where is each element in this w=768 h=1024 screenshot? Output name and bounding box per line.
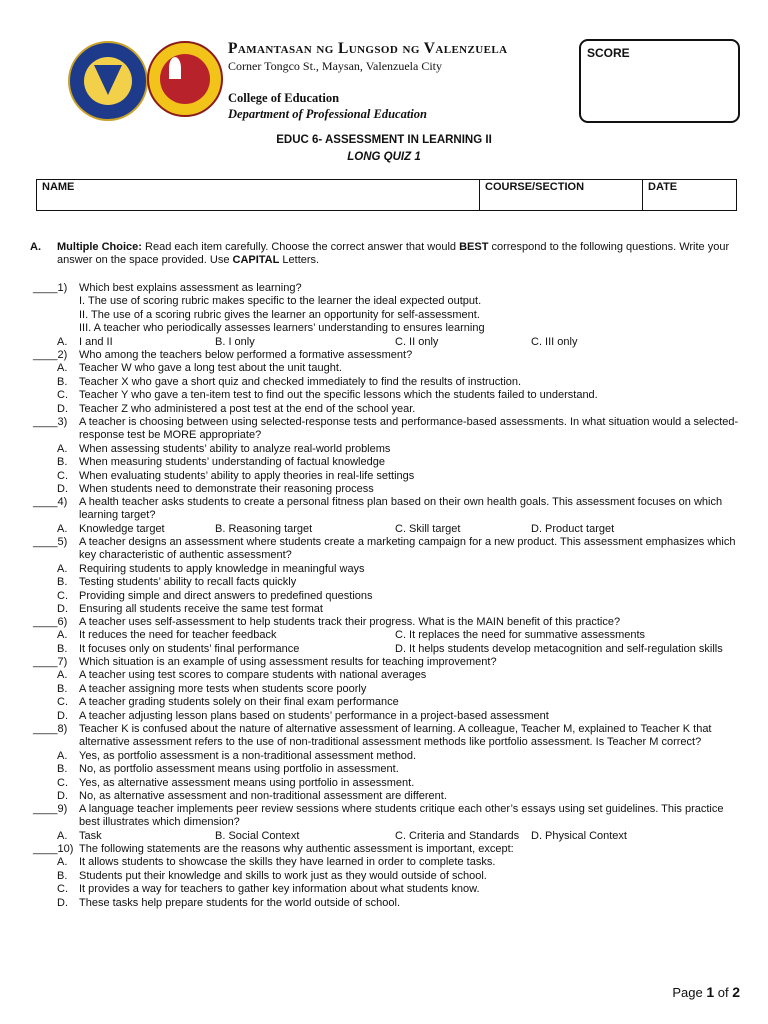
option-letter: C.: [57, 389, 68, 402]
page-number: [672, 984, 740, 1000]
answer-option: [33, 590, 743, 603]
question-stem: [33, 536, 743, 563]
answer-option: [33, 669, 743, 682]
option-text: C. It replaces the need for summative assessments: [395, 629, 646, 642]
section-letter: A.: [30, 241, 41, 253]
option-text: C. III only: [531, 335, 578, 348]
course-section-field[interactable]: [480, 180, 643, 211]
university-name: Pamantasan ng Lungsod ng Valenzuela: [228, 40, 508, 57]
option-letter: C.: [57, 696, 68, 709]
answer-option: [33, 603, 743, 616]
option-text: Yes, as alternative assessment means using portfolio in assessment.: [79, 776, 415, 789]
answer-blank[interactable]: ____6): [33, 616, 68, 628]
answer-options-row: [33, 523, 743, 536]
answer-blank[interactable]: ____2): [33, 349, 68, 361]
question-stem: [33, 656, 743, 669]
option-letter: D.: [57, 402, 68, 415]
question-text: A teacher uses self-assessment to help students track their progress. What is the MAIN benefit of this practice?: [79, 616, 621, 628]
option-letter: A.: [57, 629, 68, 642]
option-letter: A.: [57, 522, 68, 535]
university-seal-logo: [68, 41, 148, 121]
answer-options-row: [33, 830, 743, 843]
university-address: Corner Tongco St., Maysan, Valenzuela City: [228, 59, 443, 73]
option-letter: B.: [57, 642, 68, 655]
option-text: No, as portfolio assessment means using portfolio in assessment.: [79, 763, 399, 776]
college-name: College of Education: [228, 91, 340, 105]
answer-option: [33, 483, 743, 496]
option-text: C. II only: [395, 335, 439, 348]
option-text: A teacher adjusting lesson plans based on students’ performance in a project-based assessment: [79, 709, 549, 722]
option-text: C. Skill target: [395, 522, 461, 535]
option-text: These tasks help prepare students for the world outside of school.: [79, 896, 401, 909]
instructions-part-1: Read each item carefully. Choose the correct answer that would: [141, 241, 460, 253]
quiz-title: LONG QUIZ 1: [347, 151, 421, 163]
question-stem: [33, 349, 743, 362]
name-label: NAME: [42, 181, 75, 193]
score-label: SCORE: [587, 46, 630, 60]
option-text: Students put their knowledge and skills to work just as they would outside of school.: [79, 869, 487, 882]
answer-blank[interactable]: ____9): [33, 803, 68, 815]
question-text: Teacher K is confused about the nature of alternative assessment of learning. A colleague, Teacher M, explained to Teacher K that alternative assessment refers to the use of non-traditional assessment methods like portfolio assessment. Is Teacher M correct?: [79, 723, 712, 749]
option-letter: A.: [57, 442, 68, 455]
option-letter: B.: [57, 375, 68, 388]
answer-options-row: [33, 643, 743, 656]
option-text: Testing students’ ability to recall facts quickly: [79, 576, 297, 589]
option-text: When measuring students’ understanding of factual knowledge: [79, 456, 385, 469]
question-stem: [33, 496, 743, 523]
of-label: of: [717, 985, 729, 1000]
option-letter: B.: [57, 576, 68, 589]
option-text: B. Reasoning target: [215, 522, 313, 535]
option-letter: A.: [57, 335, 68, 348]
option-letter: D.: [57, 602, 68, 615]
question-stem: [33, 803, 743, 830]
question-4: [33, 496, 743, 536]
current-page: 1: [706, 984, 715, 1000]
option-text: D. It helps students develop metacognition and self-regulation skills: [395, 642, 723, 655]
question-text: A teacher designs an assessment where students create a marketing campaign for a new product. This assessment emphasizes which key characteristic of authentic assessment?: [79, 536, 736, 562]
option-letter: B.: [57, 456, 68, 469]
option-letter: D.: [57, 789, 68, 802]
option-text: Teacher Z who administered a post test at the end of the school year.: [79, 402, 416, 415]
option-letter: A.: [57, 749, 68, 762]
option-text: It provides a way for teachers to gather key information about what students know.: [79, 883, 480, 896]
instructions: [57, 241, 742, 268]
option-text: Teacher W who gave a long test about the unit taught.: [79, 362, 342, 375]
option-letter: A.: [57, 829, 68, 842]
option-letter: C.: [57, 589, 68, 602]
option-text: A teacher grading students solely on their final exam performance: [79, 696, 399, 709]
option-text: C. Criteria and Standards: [395, 829, 520, 842]
option-text: Task: [79, 829, 102, 842]
page-label: Page: [672, 985, 703, 1000]
option-letter: B.: [57, 869, 68, 882]
emphasis-capital: CAPITAL: [232, 254, 280, 267]
roman-statement: I. The use of scoring rubric makes specific to the learner the ideal expected output.: [79, 295, 482, 308]
answer-blank[interactable]: ____10): [33, 843, 74, 855]
option-letter: A.: [57, 362, 68, 375]
answer-option: [33, 777, 743, 790]
department-name: Department of Professional Education: [228, 107, 427, 121]
option-text: A teacher using test scores to compare students with national averages: [79, 669, 427, 682]
answer-option: [33, 750, 743, 763]
option-letter: B.: [57, 682, 68, 695]
answer-option: [33, 456, 743, 469]
question-stem: [33, 843, 743, 856]
question-8: [33, 723, 743, 803]
answer-option: [33, 470, 743, 483]
question-stem: [33, 723, 743, 750]
question-text: A teacher is choosing between using selected-response tests and performance-based assessments. In what situation would a selected-response test be MORE appropriate?: [79, 416, 739, 442]
answer-options-row: [33, 336, 743, 349]
answer-option: [33, 710, 743, 723]
answer-option: [33, 683, 743, 696]
option-letter: D.: [57, 896, 68, 909]
name-field[interactable]: [37, 180, 480, 211]
option-text: No, as alternative assessment and non-traditional assessment are different.: [79, 789, 447, 802]
answer-option: [33, 897, 743, 910]
answer-option: [33, 790, 743, 803]
answer-option: [33, 856, 743, 869]
option-text: It reduces the need for teacher feedback: [79, 629, 277, 642]
question-text: Which situation is an example of using assessment results for teaching improvement?: [79, 656, 497, 668]
course-section-label: COURSE/SECTION: [485, 181, 585, 193]
question-9: [33, 803, 743, 843]
total-pages: 2: [732, 984, 740, 1000]
answer-option: [33, 576, 743, 589]
option-text: B. I only: [215, 335, 255, 348]
option-text: Teacher Y who gave a ten-item test to find out the specific lessons which the students failed to understand.: [79, 389, 598, 402]
option-letter: C.: [57, 776, 68, 789]
question-2: [33, 349, 743, 416]
question-text: A health teacher asks students to create a personal fitness plan based on their own health goals. This assessment focuses on which learning target?: [79, 496, 723, 522]
score-box[interactable]: [579, 39, 740, 123]
question-5: [33, 536, 743, 616]
answer-blank[interactable]: ____5): [33, 536, 68, 548]
option-letter: B.: [57, 763, 68, 776]
roman-statement: II. The use of a scoring rubric gives the learner an opportunity for self-assessment.: [79, 308, 480, 321]
answer-option: [33, 389, 743, 402]
option-text: Knowledge target: [79, 522, 165, 535]
course-title: EDUC 6- ASSESSMENT IN LEARNING II: [276, 134, 492, 146]
question-1: [33, 282, 743, 349]
answer-blank[interactable]: ____7): [33, 656, 68, 668]
option-text: D. Product target: [531, 522, 615, 535]
question-stem: [33, 616, 743, 629]
date-field[interactable]: [643, 180, 737, 211]
option-text: When assessing students’ ability to analyze real-world problems: [79, 442, 391, 455]
option-letter: C.: [57, 469, 68, 482]
instructions-part-3: Letters.: [279, 254, 320, 267]
option-text: Yes, as portfolio assessment is a non-traditional assessment method.: [79, 749, 417, 762]
answer-option: [33, 376, 743, 389]
question-text: Which best explains assessment as learning?: [79, 282, 302, 294]
option-text: Requiring students to apply knowledge in meaningful ways: [79, 562, 365, 575]
answer-option: [33, 443, 743, 456]
option-text: It focuses only on students’ final performance: [79, 642, 300, 655]
answer-option: [33, 696, 743, 709]
instructions-part-2: correspond to the following questions. Write your answer on the space provided. Use: [57, 241, 730, 267]
answer-option: [33, 870, 743, 883]
question-text: A language teacher implements peer review sessions where students critique each other’s essays using set guidelines. This practice best illustrates which dimension?: [79, 803, 724, 829]
question-stem: [33, 282, 743, 295]
question-stem: [33, 416, 743, 443]
option-letter: A.: [57, 669, 68, 682]
answer-option: [33, 563, 743, 576]
answer-option: [33, 763, 743, 776]
option-text: I and II: [79, 335, 113, 348]
option-text: A teacher assigning more tests when students score poorly: [79, 682, 367, 695]
answer-blank[interactable]: ____3): [33, 416, 68, 428]
student-info-table: [36, 179, 737, 211]
answer-blank[interactable]: ____1): [33, 282, 68, 294]
roman-statement: III. A teacher who periodically assesses learners’ understanding to ensures learning: [79, 322, 485, 335]
option-text: When evaluating students’ ability to apply theories in real-life settings: [79, 469, 415, 482]
option-text: It allows students to showcase the skills they have learned in order to complete tasks.: [79, 856, 496, 869]
option-letter: A.: [57, 562, 68, 575]
answer-option: [33, 883, 743, 896]
option-letter: D.: [57, 482, 68, 495]
option-text: When students need to demonstrate their reasoning process: [79, 482, 374, 495]
answer-options-row: [33, 629, 743, 642]
college-of-education-seal-logo: [147, 41, 223, 117]
question-text: The following statements are the reasons why authentic assessment is important, except:: [79, 843, 514, 855]
answer-option: [33, 362, 743, 375]
option-text: D. Physical Context: [531, 829, 627, 842]
answer-blank[interactable]: ____4): [33, 496, 68, 508]
emphasis-best: BEST: [459, 241, 489, 253]
option-text: Teacher X who gave a short quiz and checked immediately to find the results of instruction.: [79, 375, 522, 388]
question-6: [33, 616, 743, 656]
section-heading: Multiple Choice:: [57, 241, 142, 253]
question-10: [33, 843, 743, 910]
answer-option: [33, 403, 743, 416]
option-letter: D.: [57, 709, 68, 722]
option-letter: A.: [57, 856, 68, 869]
option-text: Providing simple and direct answers to predefined questions: [79, 589, 373, 602]
option-text: Ensuring all students receive the same test format: [79, 602, 323, 615]
option-text: B. Social Context: [215, 829, 300, 842]
question-3: [33, 416, 743, 496]
question-7: [33, 656, 743, 723]
date-label: DATE: [648, 181, 678, 193]
option-letter: C.: [57, 883, 68, 896]
question-text: Who among the teachers below performed a formative assessment?: [79, 349, 413, 361]
answer-blank[interactable]: ____8): [33, 723, 68, 735]
